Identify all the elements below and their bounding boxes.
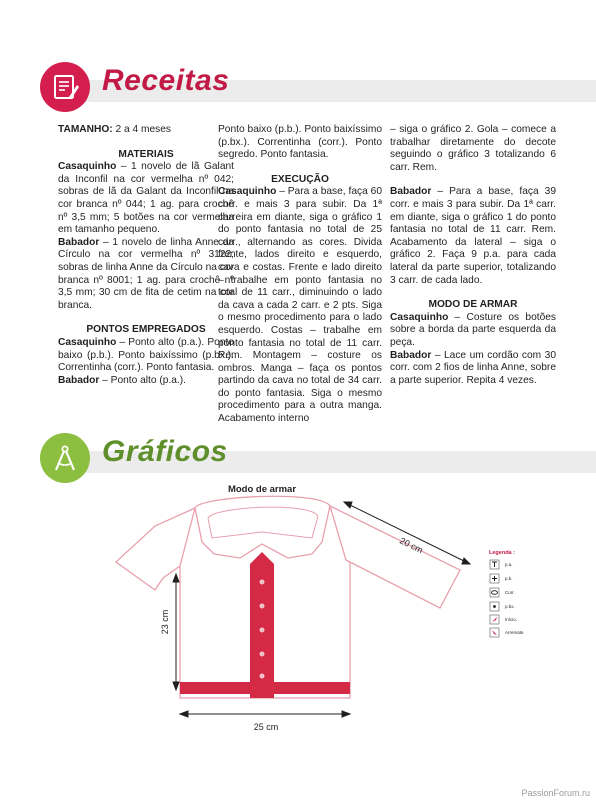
legend-item-pa	[490, 560, 513, 569]
receitas-title: Receitas	[102, 64, 230, 97]
modo-casaquinho	[390, 312, 556, 350]
button	[260, 674, 265, 679]
recipe-column-2	[218, 124, 382, 426]
pontos-casaquinho	[58, 337, 234, 375]
modo-casaquinho-text: – Costure os botões sobre a borda da parte esquerda da peça.	[390, 311, 556, 348]
graficos-title: Gráficos	[102, 435, 228, 468]
stitch-legend	[483, 548, 553, 648]
modo-babador-text: – Lace um cordão com 30 corr. com 2 fios de linha Anne, sobre a parte superior. Repita 4 vezes.	[390, 349, 556, 386]
execucao-casaquinho-label: Casaquinho	[218, 186, 277, 198]
button	[260, 652, 265, 657]
arrow-down	[173, 682, 179, 690]
height-dimension-label: 23 cm	[160, 609, 170, 635]
casaquinho-label: Casaquinho	[58, 161, 117, 173]
button	[260, 580, 265, 585]
diagram-title: Modo de armar	[227, 484, 297, 495]
button	[260, 628, 265, 633]
execucao-babador	[390, 186, 556, 287]
tamanho-line	[58, 124, 234, 137]
sleeve-dimension-label: 20 cm	[398, 535, 425, 556]
legend-label-arremate: Arremate	[505, 630, 524, 635]
collar-outline	[195, 496, 330, 558]
pontos-babador	[58, 375, 234, 388]
col3-intro: – siga o gráfico 2. Gola – comece a trabalhar diretamente do decote seguindo o gráfico 3 totalizando 6 carr. Rem.	[390, 124, 556, 173]
legend-title: Legenda :	[489, 550, 515, 556]
button	[260, 604, 265, 609]
watermark: PassionForum.ru	[521, 788, 590, 798]
babador-text: – 1 novelo de linha Anne da Círculo na cor vermelha nº 3122; sobras de linha Anne da Círculo na cor branca nº 8001; 1 ag. para crochê nº 3,5 mm; 30 cm de fita de cetim na cor branca.	[58, 236, 234, 311]
bottom-hem-band	[180, 682, 350, 694]
sleeve-dimension-line	[348, 504, 466, 562]
modo-babador-label: Babador	[390, 349, 432, 361]
execucao-casaquinho	[218, 186, 382, 425]
legend-item-inicio	[490, 615, 517, 624]
neckline-outline	[208, 507, 318, 538]
execucao-babador-label: Babador	[390, 186, 432, 198]
legend-label-pb: p.b.	[505, 576, 513, 581]
pontos-heading: PONTOS EMPREGADOS	[86, 324, 206, 336]
materiais-babador	[58, 237, 234, 313]
receitas-section-header	[0, 56, 596, 116]
col2-intro: Ponto baixo (p.b.). Ponto baixíssimo (p.bx.). Correntinha (corr.). Ponto segredo. Ponto fantasia.	[218, 124, 382, 161]
pontos-babador-text: – Ponto alto (p.a.).	[99, 374, 186, 386]
legend-item-arremate	[490, 628, 524, 637]
arrow-left	[180, 711, 188, 717]
legend-label-pa: p.a.	[505, 562, 513, 567]
width-dimension-label: 25 cm	[253, 722, 279, 732]
legend-label-corr: Corr.	[505, 590, 515, 595]
casaquinho-text: – 1 novelo de lã Galant da Inconfil na cor vermelha nº 042; sobras de lã da Galant da Inconfil na cor branca nº 044; 1 ag. para crochê nº 3,5 mm; 5 botões na cor vermelha em tamanho pequeno.	[58, 161, 234, 236]
pontos-casaquinho-label: Casaquinho	[58, 336, 117, 348]
materiais-heading: MATERIAIS	[118, 148, 174, 160]
pontos-babador-label: Babador	[58, 374, 100, 386]
execucao-babador-text: – Para a base, faça 39 corr. e mais 3 para subir. Da 1ª carr. em diante, siga o gráfico 1 do ponto fantasia no total de 11 carr. Rem. Acabamento da lateral – siga o gráfico 2. Faça 9 p.a. para cada lateral da parte superior, totalizando 3 carr. de cada lado.	[390, 186, 556, 286]
legend-item-corr	[490, 588, 515, 597]
arrow-sleeve-start	[344, 502, 352, 508]
pontos-casaquinho-text: – Ponto alto (p.a.). Ponto baixo (p.b.). Ponto baixíssimo (p.bx.). Correntinha (corr.). Ponto fantasia.	[58, 336, 234, 374]
arrow-sleeve-end	[462, 558, 470, 564]
legend-item-pbx	[490, 602, 515, 611]
left-sleeve-outline	[116, 508, 195, 590]
modo-babador	[390, 350, 556, 388]
materiais-casaquinho	[58, 161, 234, 237]
legend-label-inicio: Início.	[505, 617, 518, 622]
execucao-casaquinho-text: – Para a base, faça 60 corr. e mais 3 para subir. Da 1ª carreira em diante, siga o gráfico 1 do ponto fantasia no total de 25 carr., alternando as cores. Divida frente, lados direito e esquerdo, cava e costas. Frente e lado direito – trabalhe em ponto fantasia no total de 11 carr., diminuindo o lado da cava a cada 2 carr. e 2 pts. Siga o mesmo procedimento para o lado esquerdo. Costas – trabalhe em ponto fantasia no total de 11 carr. Rem. Montagem – costure os ombros. Manga – faça os pontos partindo da cava no total de 34 carr. do ponto fantasia. Siga o mesmo procedimento para a outra manga. Acabamento interno	[218, 186, 382, 425]
tamanho-label: TAMANHO:	[58, 124, 113, 135]
execucao-heading: EXECUÇÃO	[271, 173, 329, 185]
tamanho-value: 2 a 4 meses	[112, 124, 172, 135]
modo-heading: MODO DE ARMAR	[428, 299, 518, 311]
notepad-pencil-icon	[49, 71, 81, 103]
receitas-badge	[40, 62, 90, 112]
recipe-column-1	[58, 124, 234, 387]
arrow-up	[173, 574, 179, 582]
arrow-right	[342, 711, 350, 717]
modo-casaquinho-label: Casaquinho	[390, 311, 449, 323]
legend-item-pb	[490, 574, 513, 583]
legend-label-pbx: p.bx.	[505, 604, 515, 609]
babador-label: Babador	[58, 236, 100, 248]
recipe-column-3	[390, 124, 556, 387]
